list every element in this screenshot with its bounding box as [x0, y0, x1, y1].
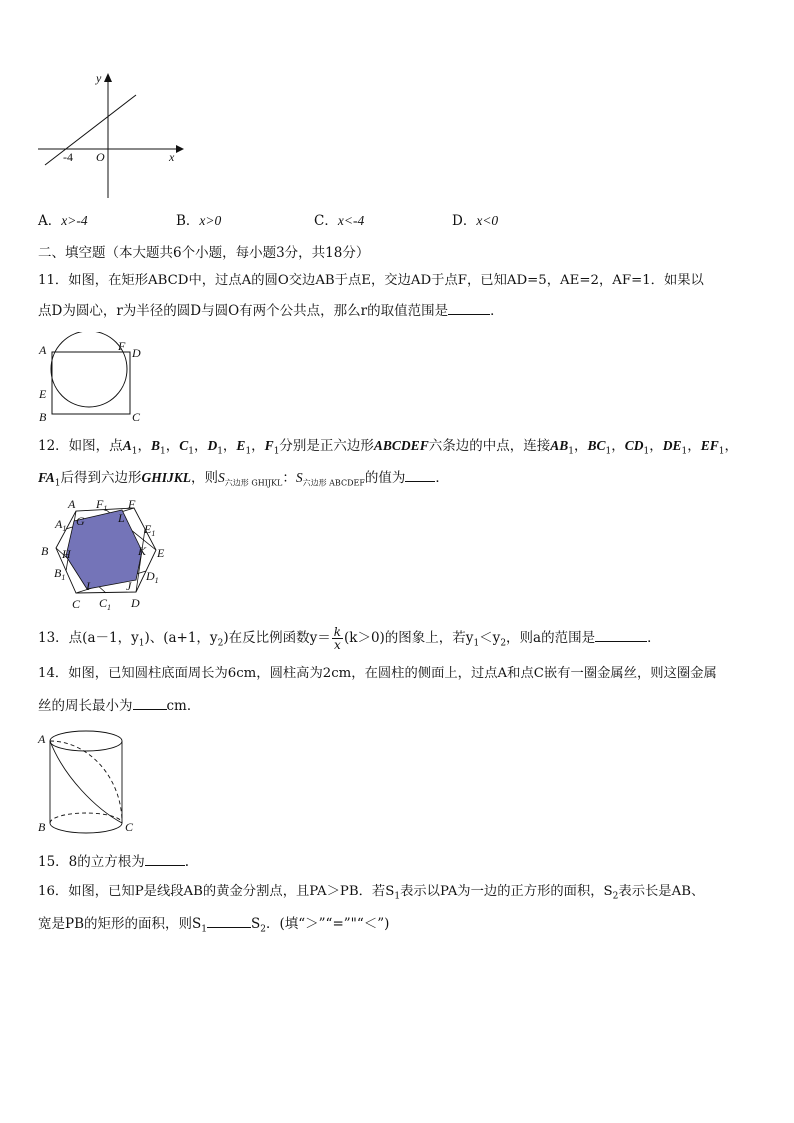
- label-d: D: [132, 346, 141, 360]
- cylinder-top: [50, 731, 122, 751]
- option-d: D．x<0: [452, 213, 499, 229]
- cylinder-bottom-front: [50, 823, 122, 833]
- q16-line2: 宽是PB的矩形的面积，则$S_1$ $S_2$．(填“＞”“=”"“＜”): [38, 913, 389, 940]
- label-a: A: [38, 732, 46, 746]
- label-e1: $E_1$: [144, 522, 156, 538]
- label-h: H: [62, 547, 71, 561]
- x-axis-arrow: [176, 145, 184, 153]
- label-b: B: [39, 410, 47, 424]
- answer-blank: [207, 913, 251, 928]
- label-a: A: [68, 497, 76, 511]
- label-d1: $D_1$: [146, 569, 159, 585]
- label-c: C: [72, 597, 81, 611]
- label-e: E: [157, 546, 165, 560]
- wire-front: [50, 741, 122, 823]
- linear-graph-figure: [30, 70, 190, 205]
- cylinder-bottom-back: [50, 813, 122, 823]
- answer-blank: [133, 695, 167, 710]
- answer-blank: [405, 467, 435, 482]
- origin-label: O: [96, 150, 105, 164]
- x-axis-label: x: [169, 150, 175, 164]
- q15-line: 15．8的立方根为 .: [38, 851, 189, 872]
- label-a: A: [39, 343, 47, 357]
- label-g: G: [76, 514, 85, 528]
- rectangle-abcd: [52, 352, 130, 414]
- label-l: L: [118, 511, 125, 525]
- circle-o: [51, 332, 127, 407]
- answer-blank: [145, 851, 185, 866]
- rectangle-circle-figure: [34, 332, 154, 424]
- label-b1: $B_1$: [54, 566, 66, 582]
- wire-back: [50, 741, 122, 823]
- q12-line2: $FA_1$后得到六边形GHIJKL，则$S_{六边形 GHIJKL}$：$S_{六边形 ABCDEF}$的值为 ．: [38, 467, 449, 494]
- label-i: I: [86, 579, 90, 593]
- label-d: D: [131, 596, 140, 610]
- q13-line: 13．点(a－1，$y_1$)、(a+1，$y_2$)在反比例函数y＝ $\frac{k}{x}$ (k＞0)的图象上，若$y_1<y_2$，则a的范围是 ．: [38, 625, 661, 652]
- label-f: F: [118, 339, 126, 353]
- q14-line1: 14．如图，已知圆柱底面周长为6cm，圆柱高为2cm，在圆柱的侧面上，过点A和点C嵌有一圈金属丝，则这圈金属: [38, 666, 717, 681]
- q11-line2: 点D为圆心，r为半径的圆D与圆O有两个公共点，那么r的取值范围是 ．: [38, 300, 504, 321]
- y-axis-arrow: [104, 73, 112, 82]
- label-f1: $F_1$: [96, 497, 108, 513]
- fraction-k-over-x: $\frac{k}{x}$: [333, 625, 341, 652]
- label-b: B: [41, 544, 49, 558]
- q14-line2: 丝的周长最小为 cm．: [38, 695, 200, 716]
- hexagon-figure: [36, 496, 170, 616]
- label-a1: $A_1$: [55, 517, 67, 533]
- function-line: [45, 95, 136, 165]
- label-j: J: [126, 579, 132, 593]
- tick-label: -4: [63, 150, 73, 164]
- section-title: 二、填空题（本大题共6个小题，每小题3分，共18分）: [38, 245, 370, 261]
- label-c: C: [132, 410, 141, 424]
- answer-blank: [448, 300, 490, 315]
- q12-line1: 12．如图，点$A_1$，$B_1$，$C_1$，$D_1$，$E_1$，$F_1$分别是正六边形ABCDEF六条边的中点，连接$AB_1$，$BC_1$，$CD_1$，$DE_1$，$EF_1$，: [38, 438, 738, 457]
- q16-line1: 16．如图，已知P是线段AB的黄金分割点，且PA＞PB．若$S_1$表示以PA为一边的正方形的面积，$S_2$表示长是AB、: [38, 884, 705, 902]
- option-c: C．x<-4: [314, 213, 365, 229]
- label-b: B: [38, 820, 46, 834]
- y-axis-label: y: [96, 71, 102, 85]
- label-f: F: [128, 497, 136, 511]
- answer-blank: [595, 627, 647, 642]
- label-e: E: [39, 387, 47, 401]
- q11-line1: 11．如图，在矩形ABCD中，过点A的圆O交边AB于点E，交边AD于点F，已知AD=5，AE=2，AF=1．如果以: [38, 273, 704, 288]
- label-c1: $C_1$: [99, 596, 112, 612]
- label-k: K: [138, 544, 147, 558]
- option-b: B．x>0: [176, 213, 222, 229]
- option-a: A．x>-4: [38, 213, 88, 229]
- label-c: C: [125, 820, 134, 834]
- cylinder-figure: [36, 727, 146, 839]
